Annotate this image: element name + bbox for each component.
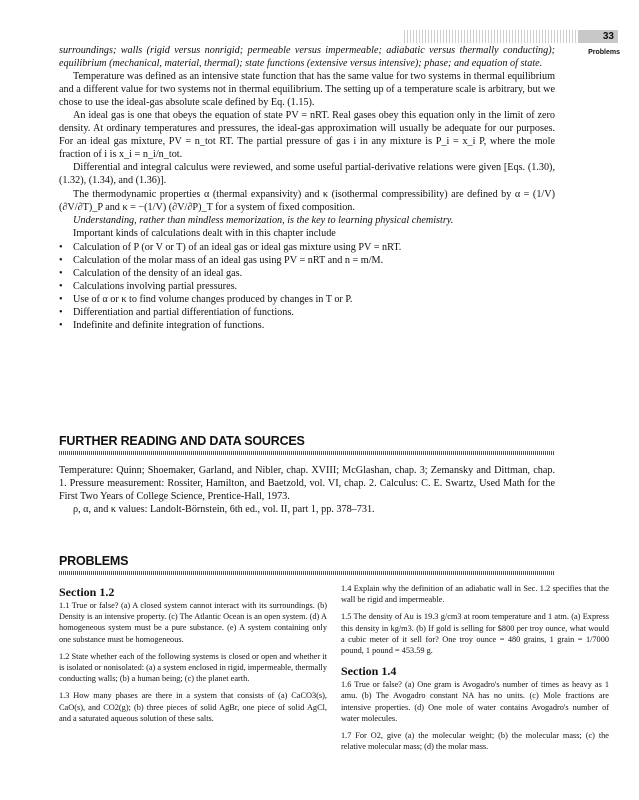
- problems-rule: [59, 571, 555, 575]
- problems-left-column: [59, 585, 327, 724]
- summary-paragraph-7: Important kinds of calculations dealt with in this chapter include: [73, 227, 336, 239]
- list-item: • Use of α or κ to find volume changes produced by changes in T or P.: [59, 293, 555, 306]
- further-reading-text: [59, 464, 555, 516]
- summary-paragraph-2: Temperature was defined as an intensive state function that has the same value for two systems in thermal equilibrium and a different value for two systems not in thermal equilibrium. The setting up of a temperature scale is arbitrary, but we chose to use the ideal-gas absolute scale defined by Eq. (1.15).: [59, 71, 555, 109]
- list-item: • Calculations involving partial pressures.: [59, 280, 555, 293]
- problems-title: PROBLEMS: [59, 554, 129, 568]
- problem-1-5: 1.5 The density of Au is 19.3 g/cm3 at room temperature and 1 atm. (a) Express this density in kg/m3. (b) If gold is selling for $800 per troy ounce, what would a cubic meter of it sell for? One troy ounce = 480 grains, 1 grain = 1/7000 pound, 1 pound = 453.59 g.: [341, 612, 609, 656]
- summary-paragraph-4: Differential and integral calculus were reviewed, and some useful partial-derivative relations were given [Eqs. (1.30), (1.32), (1.34), and (1.36)].: [59, 162, 555, 187]
- further-reading-paragraph-2: ρ, α, and κ values: Landolt-Börnstein, 6th ed., vol. II, part 1, pp. 378–731.: [73, 504, 375, 516]
- further-reading-rule: [59, 451, 555, 455]
- summary-paragraph-5: The thermodynamic properties α (thermal expansivity) and κ (isothermal compressibility) are defined by α = (1/V) (∂V/∂T)_P and κ = −(1/V) (∂V/∂P)_T for a system of fixed composition.: [59, 188, 555, 213]
- list-item: • Differentiation and partial differentiation of functions.: [59, 306, 555, 319]
- summary-paragraph-1: surroundings; walls (rigid versus nonrigid; permeable versus impermeable; adiabatic versus thermally conducting); equilibrium (mechanical, material, thermal); state functions (extensive versus intensive); phase; and equation of state.: [59, 45, 555, 70]
- chapter-summary: [59, 44, 555, 332]
- problem-1-4: 1.4 Explain why the definition of an adiabatic wall in Sec. 1.2 specifies that the wall be rigid and impermeable.: [341, 584, 609, 605]
- list-item: • Indefinite and definite integration of functions.: [59, 319, 555, 332]
- problem-1-6: 1.6 True or false? (a) One gram is Avogadro's number of times as heavy as 1 amu. (b) The Avogadro constant NA has no units. (c) Mole fractions are intensive properties. (d) One mole of water contains Avogadro's number of water molecules.: [341, 680, 609, 723]
- summary-paragraph-6: Understanding, rather than mindless memorization, is the key to learning physical chemistry.: [73, 214, 454, 226]
- section-heading-1-2: Section 1.2: [59, 585, 115, 599]
- calculation-list: [59, 241, 555, 332]
- problem-1-1: 1.1 True or false? (a) A closed system cannot interact with its surroundings. (b) Density is an intensive property. (c) The Atlantic Ocean is an open system. (d) A homogeneous system must be a pure substance. (e) A system containing only one substance must be homogeneous.: [59, 601, 327, 644]
- further-reading-title: FURTHER READING AND DATA SOURCES: [59, 434, 305, 448]
- page-number: 33: [578, 30, 618, 43]
- list-item: • Calculation of the molar mass of an ideal gas using PV = nRT and n = m/M.: [59, 254, 555, 267]
- list-item: • Calculation of P (or V or T) of an ideal gas or ideal gas mixture using PV = nRT.: [59, 241, 555, 254]
- further-reading-paragraph-1: Temperature: Quinn; Shoemaker, Garland, and Nibler, chap. XVIII; McGlashan, chap. 3; Zemansky and Dittman, chap. 1. Pressure measurement: Rossiter, Hamilton, and Baetzold, vol. VI, chap. 2. Calculus: C. E. Swartz, Used Math for the First Two Years of College Science, Prentice-Hall, 1973.: [59, 465, 555, 503]
- summary-paragraph-3: An ideal gas is one that obeys the equation of state PV = nRT. Real gases obey this equation only in the limit of zero density. At ordinary temperatures and pressures, the ideal-gas approximation will usually be adequate for our purposes. For an ideal gas mixture, PV = n_tot RT. The partial pressure of gas i in any mixture is P_i = x_i P, where the mole fraction of i is x_i = n_i/n_tot.: [59, 110, 555, 161]
- section-heading-1-4: Section 1.4: [341, 664, 397, 679]
- problem-1-7: 1.7 For O2, give (a) the molecular weight; (b) the molecular mass; (c) the relative molecular mass; (d) the molar mass.: [341, 731, 609, 752]
- problem-1-2: 1.2 State whether each of the following systems is closed or open and whether it is isolated or nonisolated: (a) a system enclosed in rigid, impermeable, thermally conducting walls; (b) a human being; (c) the planet earth.: [59, 651, 327, 684]
- list-item: • Calculation of the density of an ideal gas.: [59, 267, 555, 280]
- problems-right-column: [341, 583, 609, 752]
- running-head: Problems: [588, 49, 620, 56]
- problem-1-3: 1.3 How many phases are there in a system that consists of (a) CaCO3(s), CaO(s), and CO2(g); (b) three pieces of solid AgBr, one piece of solid AgCl, and a saturated aqueous solution of these salts.: [59, 691, 327, 723]
